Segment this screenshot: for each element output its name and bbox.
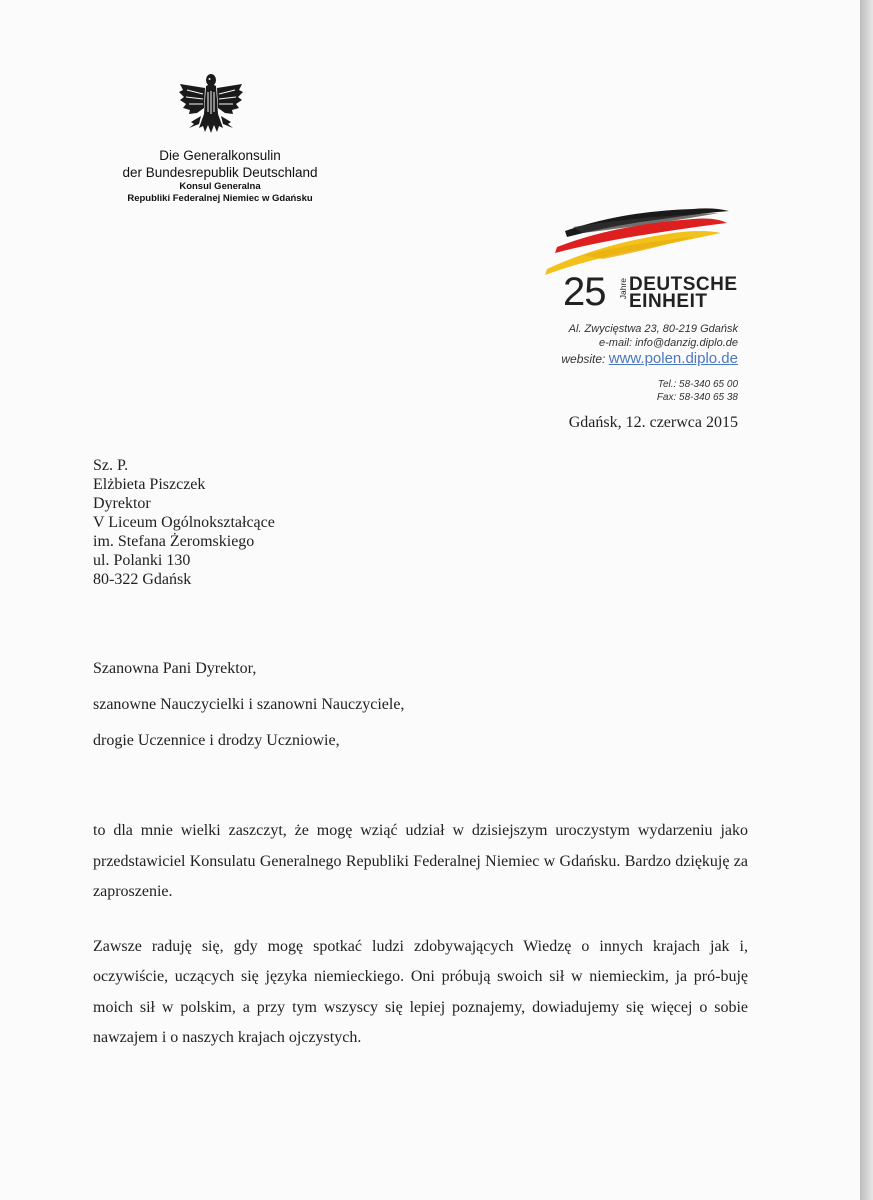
consul-title-block	[95, 147, 345, 205]
salutation-line: szanowne Nauczycielki i szanowni Nauczyciele,	[93, 696, 405, 713]
recipient-line: Sz. P.	[93, 457, 129, 474]
anniversary-word-einheit: EINHEIT	[629, 291, 708, 312]
letter-body	[93, 816, 748, 1078]
anniversary-number: 25	[563, 270, 606, 314]
website-label: website:	[561, 352, 606, 366]
consulate-fax: Fax: 58-340 65 38	[656, 392, 738, 403]
anniversary-jahre: Jahre	[618, 278, 628, 300]
consulate-website	[561, 350, 738, 368]
body-paragraph: to dla mnie wielki zaszczyt, że mogę wziąć udział w dzisiejszym uroczystym wydarzeniu jako przedstawiciel Konsulatu Generalnego Republiki Federalnej Niemiec w Gdańsku. Bardzo dziękuję za zaproszenie.	[93, 822, 748, 900]
recipient-line: ul. Polanki 130	[93, 552, 191, 569]
consulate-email: e-mail: info@danzig.diplo.de	[599, 337, 738, 349]
consul-title-german-line2: der Bundesrepublik Deutschland	[122, 165, 318, 180]
consul-title-polish-line2: Republiki Federalnej Niemiec w Gdańsku	[127, 193, 313, 204]
salutation-line: Szanowna Pani Dyrektor,	[93, 660, 257, 677]
consulate-address: Al. Zwycięstwa 23, 80-219 Gdańsk	[568, 323, 738, 335]
consul-title-polish-line1: Konsul Generalna	[179, 181, 261, 192]
anniversary-logo	[563, 270, 743, 314]
website-link[interactable]: www.polen.diplo.de	[608, 350, 738, 367]
salutation-line: drogie Uczennice i drodzy Uczniowie,	[93, 732, 340, 749]
anniversary-word-deutsche: DEUTSCHE	[629, 274, 738, 295]
german-flag-brush-logo	[543, 203, 733, 275]
consulate-contact-block	[561, 322, 738, 404]
recipient-line: Dyrektor	[93, 495, 151, 512]
recipient-line: im. Stefana Żeromskiego	[93, 533, 255, 550]
federal-eagle-icon	[177, 70, 245, 134]
recipient-line: V Liceum Ogólnokształcące	[93, 514, 275, 531]
letter-date: Gdańsk, 12. czerwca 2015	[568, 414, 738, 431]
consul-title-german-line1: Die Generalkonsulin	[159, 148, 281, 163]
page-edge-shadow	[860, 0, 873, 1200]
recipient-line: Elżbieta Piszczek	[93, 476, 206, 493]
consulate-phone: Tel.: 58-340 65 00	[657, 379, 738, 390]
body-paragraph: Zawsze raduję się, gdy mogę spotkać ludzi zdobywających Wiedzę o innych krajach jak i, oczywiście, uczących się języka niemieckiego. Oni próbują swoich sił w niemieckim, ja pró-buję moich sił w polskim, a przy tym wszyscy się lepiej poznajemy, dowiadujemy się więcej o sobie nawzajem i o naszych krajach ojczystych.	[93, 937, 748, 1046]
salutation-block	[93, 651, 404, 759]
recipient-line: 80-322 Gdańsk	[93, 571, 192, 588]
recipient-address	[93, 456, 275, 589]
